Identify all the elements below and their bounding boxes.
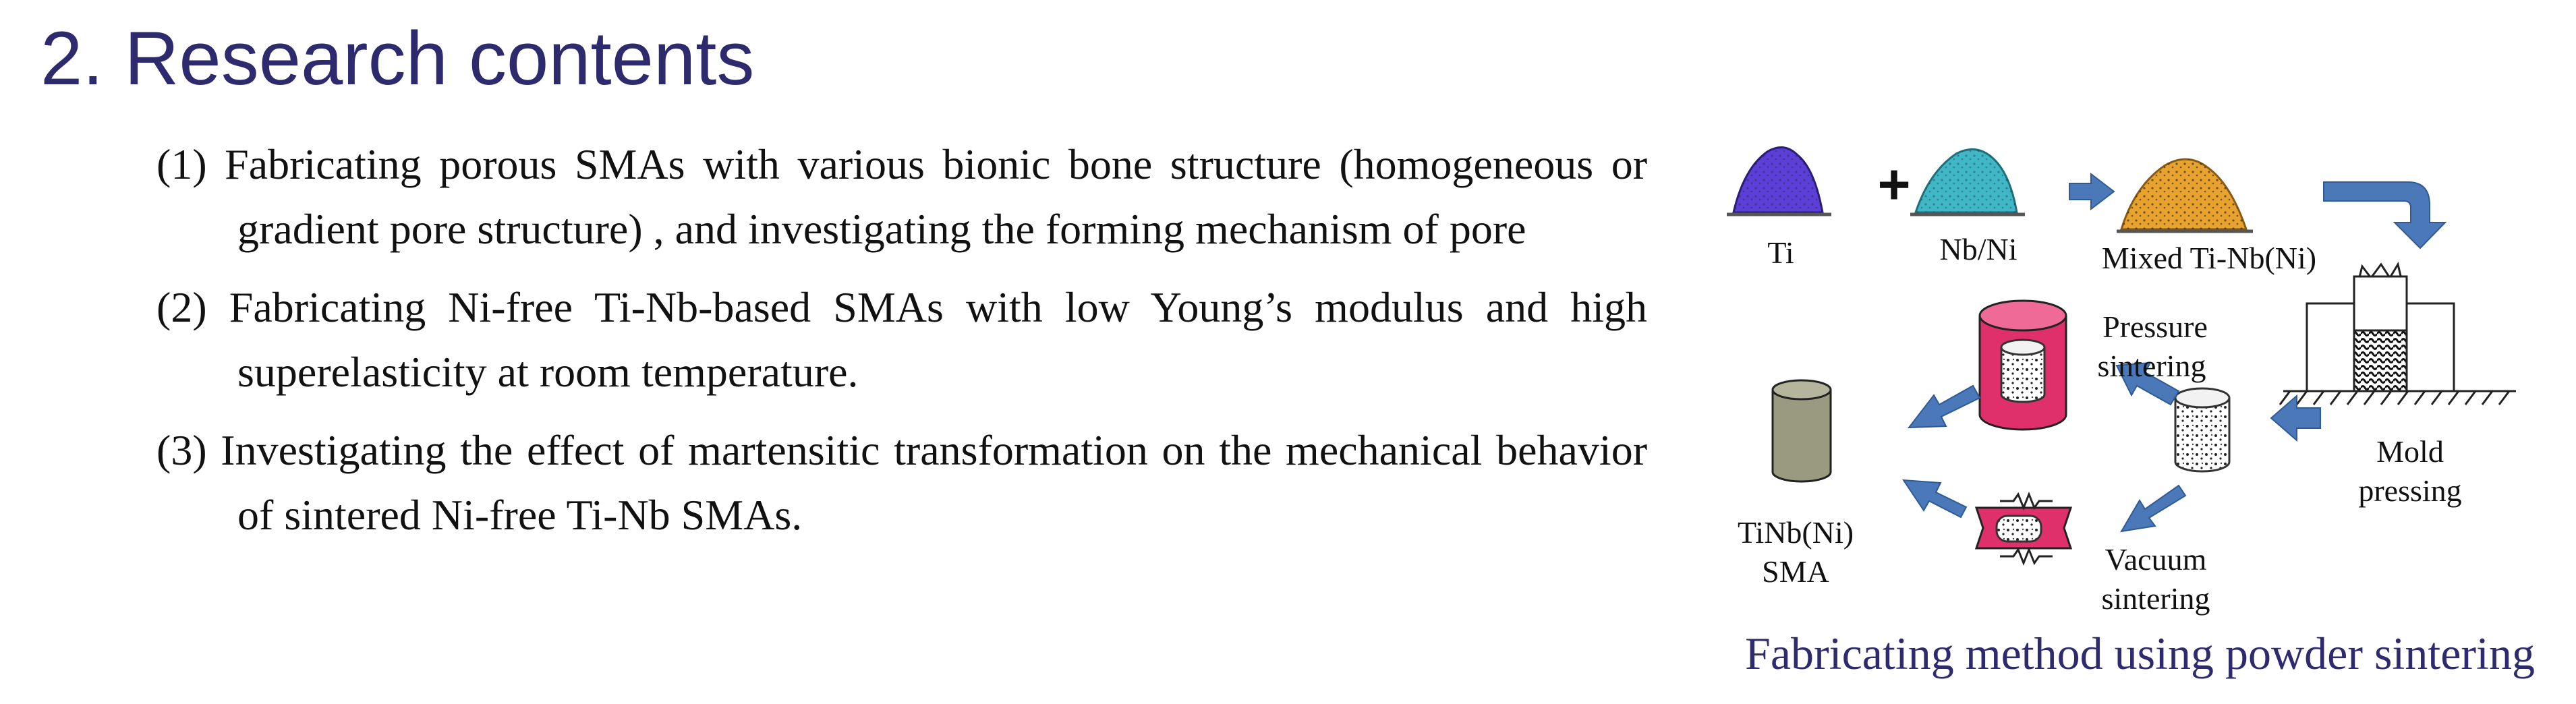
mixed-powder-pile xyxy=(2117,159,2253,231)
research-item-2 xyxy=(156,275,1647,405)
item-text: Fabricating Ni-free Ti-Nb-based SMAs with low Young’s modulus and high superelasticity at room temperature. xyxy=(229,283,1647,396)
item-number: (3) xyxy=(156,426,207,474)
arrow-down-left xyxy=(2121,486,2185,531)
ti-powder-pile xyxy=(1727,148,1831,214)
arrow-from-vacuum xyxy=(1904,480,1966,517)
ti-label: Ti xyxy=(1767,235,1794,270)
pressure-sintering-furnace xyxy=(1980,301,2066,430)
arrow-from-pressure xyxy=(1909,386,1980,428)
pressure-label-line1: Pressure xyxy=(2102,310,2208,344)
page-title: 2. Research contents xyxy=(40,16,755,100)
item-text: Fabricating porous SMAs with various bionic bone structure (homogeneous or gradient pore structure) , and investigating the forming mechanism of pore xyxy=(225,140,1647,253)
arrow-right xyxy=(2069,174,2114,209)
tinb-label-line2: SMA xyxy=(1762,554,1829,589)
mold-label-line1: Mold xyxy=(2376,434,2444,469)
diagram-caption: Fabricating method using powder sintering xyxy=(1745,628,2535,679)
research-items xyxy=(156,132,1647,561)
vacuum-label-line2: sintering xyxy=(2101,581,2210,616)
nbni-label: Nb/Ni xyxy=(1939,232,2017,266)
arrow-left xyxy=(2271,396,2320,440)
mold-press xyxy=(2280,264,2516,405)
fabrication-diagram xyxy=(1713,121,2570,701)
vacuum-label-line1: Vacuum xyxy=(2105,542,2207,577)
tinb-sma-cylinder xyxy=(1773,380,1831,481)
tinb-label-line1: TiNb(Ni) xyxy=(1737,515,1854,550)
item-number: (1) xyxy=(156,140,207,188)
green-compact-cylinder xyxy=(2175,388,2229,471)
mold-label-line2: pressing xyxy=(2358,473,2462,508)
nbni-powder-pile xyxy=(1910,149,2025,214)
plus-sign: + xyxy=(1877,152,1911,216)
vacuum-sintering-furnace xyxy=(1976,494,2071,563)
arrow-curve-down xyxy=(2324,182,2445,248)
mixed-label: Mixed Ti-Nb(Ni) xyxy=(2101,241,2317,275)
item-number: (2) xyxy=(156,283,207,331)
pressure-label-line2: sintering xyxy=(2097,349,2206,383)
research-item-1 xyxy=(156,132,1647,262)
item-text: Investigating the effect of martensitic transformation on the mechanical behavior of sintered Ni-free Ti-Nb SMAs. xyxy=(221,426,1648,539)
research-item-3 xyxy=(156,418,1647,548)
